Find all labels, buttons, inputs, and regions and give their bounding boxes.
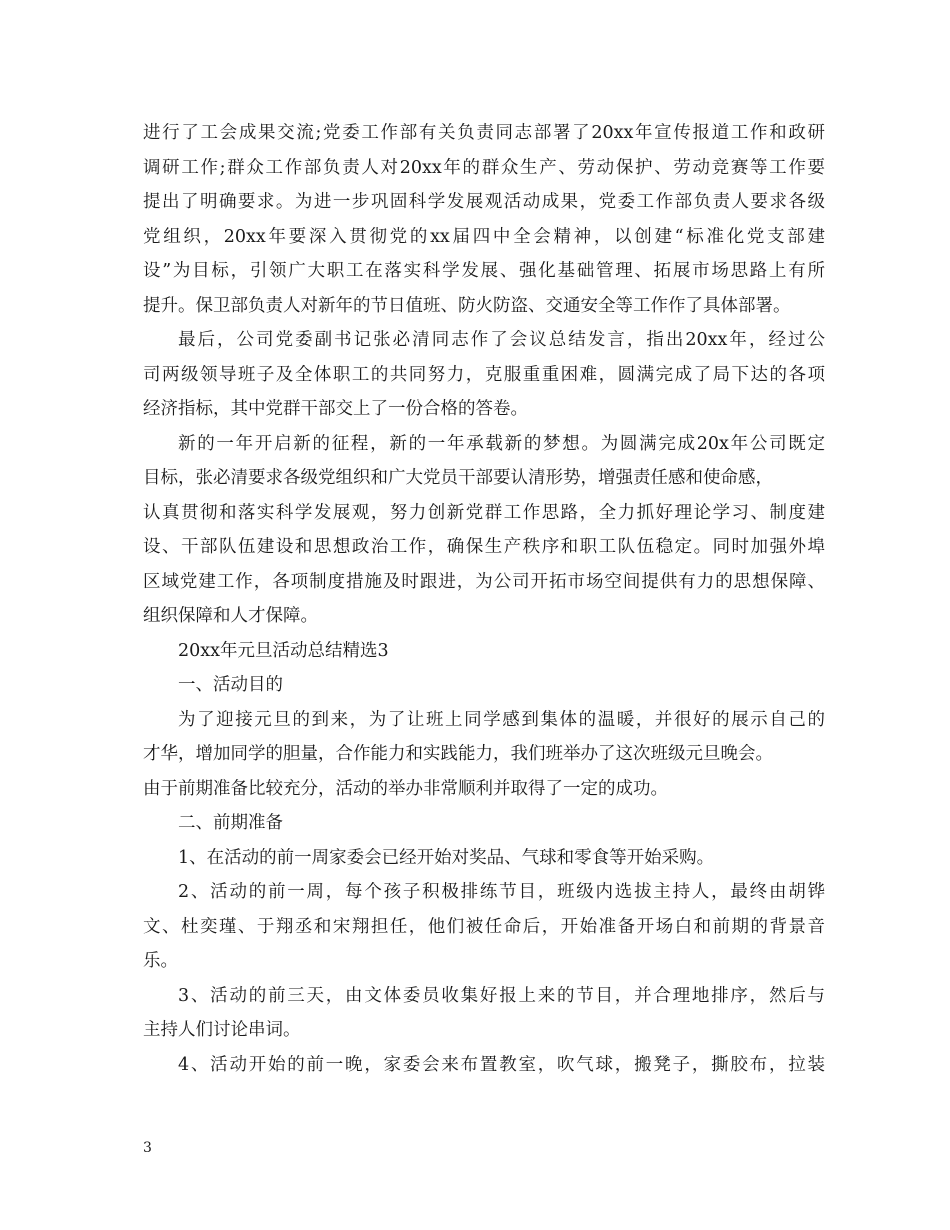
- text-line: 2、活动的前一周，每个孩子积极排练节目，班级内选拔主持人，最终由胡铧: [178, 882, 825, 902]
- text-line: 认真贯彻和落实科学发展观，努力创新党群工作思路，全力抓好理论学习、制度建: [143, 502, 825, 523]
- text-line: 设、干部队伍建设和思想政治工作，确保生产秩序和职工队伍稳定。同时加强外埠: [143, 537, 825, 557]
- text-line: 组织保障和人才保障。: [143, 606, 318, 626]
- text-line: 提出了明确要求。为进一步巩固科学发展观活动成果，党委工作部负责人要求各级: [143, 192, 825, 212]
- text-line: 司两级领导班子及全体职工的共同努力，克服重重困难，圆满完成了局下达的各项: [143, 364, 825, 385]
- text-line: 二、前期准备: [178, 813, 283, 833]
- text-line: 由于前期准备比较充分，活动的举办非常顺利并取得了一定的成功。: [143, 778, 668, 799]
- text-line: 主持人们讨论串词。: [143, 1020, 301, 1040]
- text-line: 进行了工会成果交流;党委工作部有关负责同志部署了20xx年宣传报道工作和政研: [143, 123, 825, 143]
- text-line: 党组织，20xx年要深入贯彻党的xx届四中全会精神，以创建“标准化党支部建: [143, 226, 825, 247]
- page-number: 3: [143, 1140, 152, 1156]
- text-line: 区域党建工作，各项制度措施及时跟进，为公司开拓市场空间提供有力的思想保障、: [143, 571, 825, 592]
- text-line: 新的一年开启新的征程，新的一年承载新的梦想。为圆满完成20x年公司既定: [178, 433, 825, 454]
- text-line: 提升。保卫部负责人对新年的节日值班、防火防盗、交通安全等工作作了具体部署。: [143, 295, 791, 316]
- text-line: 为了迎接元旦的到来，为了让班上同学感到集体的温暖，并很好的展示自己的: [178, 709, 825, 730]
- text-line: 4、活动开始的前一晚，家委会来布置教室，吹气球，搬凳子，撕胶布，拉装: [178, 1054, 825, 1075]
- text-line: 最后，公司党委副书记张必清同志作了会议总结发言，指出20xx年，经过公: [178, 330, 825, 350]
- text-line: 乐。: [143, 951, 178, 971]
- document-body: [143, 116, 825, 1082]
- text-line: 20xx年元旦活动总结精选3: [178, 640, 389, 661]
- text-line: 目标，张必清要求各级党组织和广大党员干部要认清形势，增强责任感和使命感，: [143, 468, 773, 488]
- text-line: 3、活动的前三天，由文体委员收集好报上来的节目，并合理地排序，然后与: [178, 985, 825, 1006]
- text-line: 一、活动目的: [178, 675, 283, 695]
- text-line: 设”为目标，引领广大职工在落实科学发展、强化基础管理、拓展市场思路上有所: [143, 261, 825, 281]
- text-line: 文、杜奕瑾、于翔丞和宋翔担任，他们被任命后，开始准备开场白和前期的背景音: [143, 916, 825, 937]
- text-line: 才华，增加同学的胆量，合作能力和实践能力，我们班举办了这次班级元旦晚会。: [143, 744, 773, 764]
- text-line: 调研工作;群众工作部负责人对20xx年的群众生产、劳动保护、劳动竞赛等工作要: [143, 157, 825, 178]
- text-line: 1、在活动的前一周家委会已经开始对奖品、气球和零食等开始采购。: [178, 847, 715, 868]
- text-line: 经济指标，其中党群干部交上了一份合格的答卷。: [143, 399, 528, 419]
